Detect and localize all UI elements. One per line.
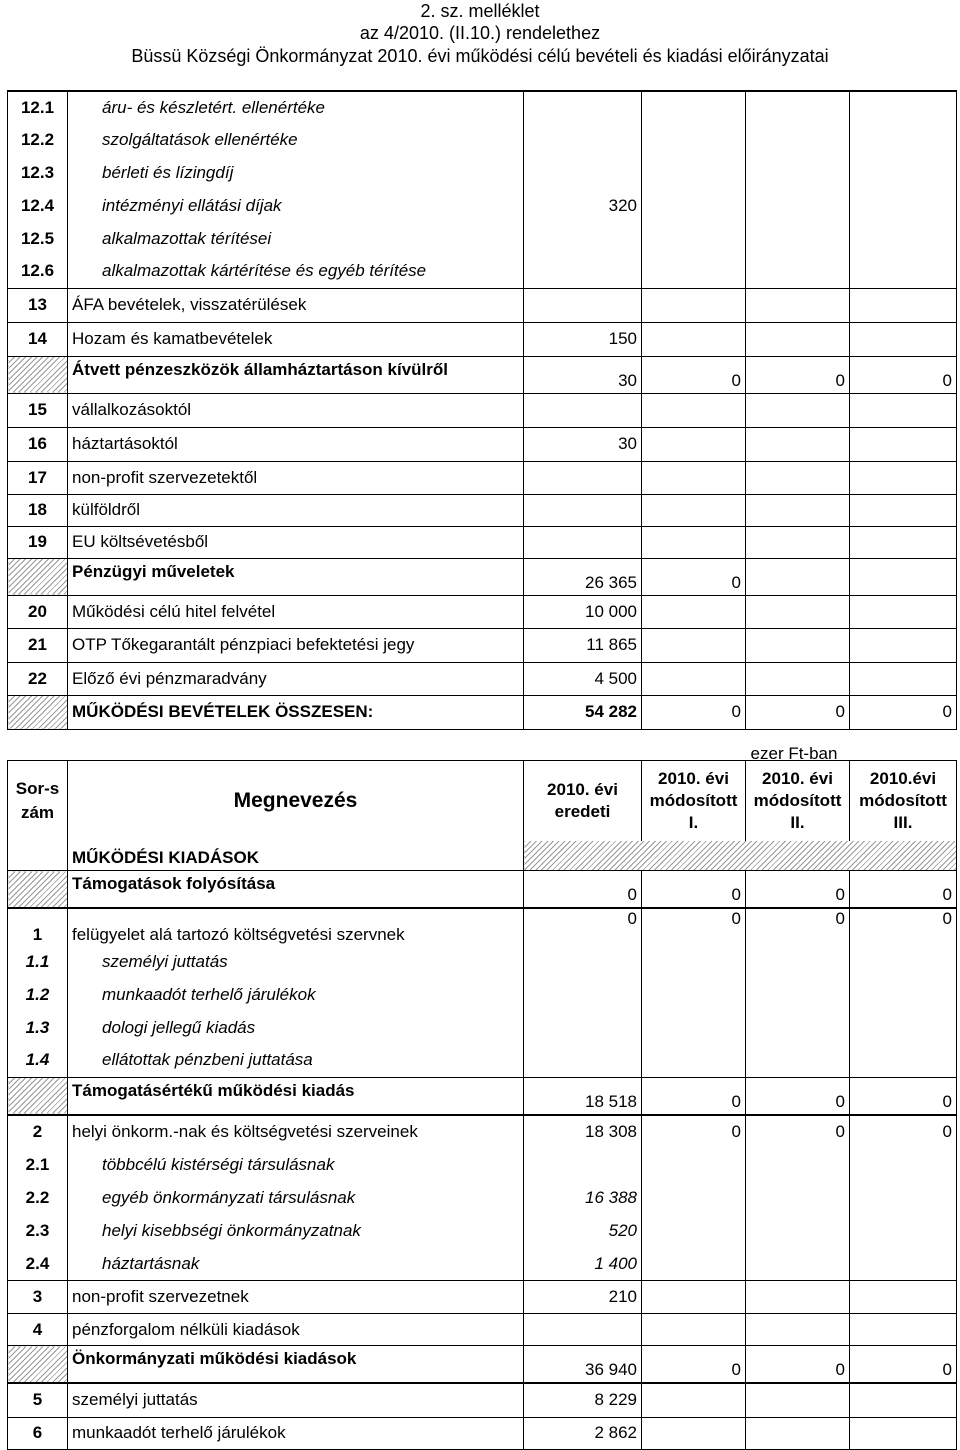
value-mod1: 0: [642, 908, 746, 945]
value-original: [524, 288, 642, 322]
section-row: [8, 1077, 957, 1115]
value-mod1: [642, 156, 746, 189]
value-original: 54 282: [524, 695, 642, 729]
row-label: többcélú kistérségi társulásnak: [68, 1149, 524, 1182]
value-mod1: [642, 1011, 746, 1044]
row-label: pénzforgalom nélküli kiadások: [68, 1314, 524, 1346]
value-mod3: [850, 1044, 957, 1077]
row-number: [8, 695, 68, 729]
value-mod1: [642, 1248, 746, 1281]
row-number: 6: [8, 1417, 68, 1449]
value-original: [524, 222, 642, 255]
value-mod1: [642, 494, 746, 526]
value-mod1: [642, 427, 746, 461]
row-number: 20: [8, 595, 68, 628]
row-label: OTP Tőkegarantált pénzpiaci befektetési jegy: [68, 628, 524, 662]
table-row: [8, 255, 957, 288]
value-mod1: [642, 945, 746, 978]
value-original: 18 308: [524, 1115, 642, 1149]
table-row: [8, 156, 957, 189]
value-mod1: [642, 393, 746, 427]
row-number: 2.1: [8, 1149, 68, 1182]
value-original: 36 940: [524, 1346, 642, 1384]
value-original: 26 365: [524, 558, 642, 595]
value-mod1: [642, 222, 746, 255]
row-label: ellátottak pénzbeni juttatása: [68, 1044, 524, 1077]
row-label: dologi jellegű kiadás: [68, 1011, 524, 1044]
row-label: személyi juttatás: [68, 1383, 524, 1417]
value-mod2: [746, 255, 850, 288]
value-mod3: [850, 156, 957, 189]
row-number: 2: [8, 1115, 68, 1149]
value-mod3: 0: [850, 1115, 957, 1149]
table-row: [8, 1011, 957, 1044]
value-original: 2 862: [524, 1417, 642, 1449]
row-label: non-profit szervezetektől: [68, 461, 524, 494]
decree-reference: az 4/2010. (II.10.) rendelethez: [359, 23, 601, 43]
total-row: [8, 695, 957, 729]
value-original: 210: [524, 1281, 642, 1314]
row-number: 12.4: [8, 189, 68, 222]
row-label: háztartásnak: [68, 1248, 524, 1281]
value-mod3: [850, 494, 957, 526]
column-header-number-text: Sor-szám: [15, 778, 60, 822]
row-number: 1.1: [8, 945, 68, 978]
table-row: [8, 1115, 957, 1149]
section-label: Átvett pénzeszközök államháztartáson kívülről: [68, 356, 524, 393]
row-label: személyi juttatás: [68, 945, 524, 978]
document-title: Büssü Községi Önkormányzat 2010. évi működési célú bevételi és kiadási előirányzatai: [131, 46, 829, 66]
value-original: [524, 1011, 642, 1044]
value-mod1: [642, 1182, 746, 1215]
value-mod2: 0: [746, 1346, 850, 1384]
section-row: [8, 356, 957, 393]
value-mod1: [642, 628, 746, 662]
row-number: 2.2: [8, 1182, 68, 1215]
value-mod1: 0: [642, 1346, 746, 1384]
row-label: alkalmazottak kártérítése és egyéb térítése: [68, 255, 524, 288]
table-row: [8, 393, 957, 427]
value-mod2: [746, 1314, 850, 1346]
value-original: 11 865: [524, 628, 642, 662]
value-mod2: [746, 558, 850, 595]
column-header-original: 2010. évi eredeti: [524, 761, 642, 841]
value-mod2: [746, 662, 850, 695]
row-number: 1.3: [8, 1011, 68, 1044]
row-number: [8, 1346, 68, 1384]
value-original: 1 400: [524, 1248, 642, 1281]
table-row: [8, 494, 957, 526]
row-label: Működési célú hitel felvétel: [68, 595, 524, 628]
value-mod3: [850, 558, 957, 595]
value-original: [524, 91, 642, 123]
value-mod2: 0: [746, 356, 850, 393]
value-original: 30: [524, 356, 642, 393]
value-mod2: [746, 1149, 850, 1182]
row-number: 19: [8, 526, 68, 558]
row-number: 21: [8, 628, 68, 662]
row-number: [8, 871, 68, 909]
value-mod2: [746, 123, 850, 156]
value-original: 320: [524, 189, 642, 222]
value-mod1: 0: [642, 695, 746, 729]
section-label: Pénzügyi műveletek: [68, 558, 524, 595]
row-number: 2.4: [8, 1248, 68, 1281]
value-mod1: [642, 1314, 746, 1346]
row-label: külföldről: [68, 494, 524, 526]
value-mod1: [642, 1044, 746, 1077]
value-mod2: 0: [746, 871, 850, 909]
value-mod2: [746, 189, 850, 222]
value-mod3: [850, 255, 957, 288]
value-original: 18 518: [524, 1077, 642, 1115]
value-original: [524, 978, 642, 1011]
row-number: 12.5: [8, 222, 68, 255]
row-number: 12.1: [8, 91, 68, 123]
value-mod3: 0: [850, 1346, 957, 1384]
value-mod3: [850, 628, 957, 662]
value-mod1: [642, 526, 746, 558]
section-row: [8, 1346, 957, 1384]
row-label: vállalkozásoktól: [68, 393, 524, 427]
table-row: [8, 222, 957, 255]
column-header-mod2: 2010. évi módosított II.: [746, 761, 850, 841]
value-original: [524, 123, 642, 156]
value-mod3: [850, 427, 957, 461]
value-mod3: [850, 1281, 957, 1314]
value-mod1: [642, 1281, 746, 1314]
value-mod3: [850, 1182, 957, 1215]
value-mod1: [642, 1149, 746, 1182]
value-mod1: [642, 322, 746, 356]
column-header-number: [8, 761, 68, 841]
column-header-mod1: 2010. évi módosított I.: [642, 761, 746, 841]
value-mod1: [642, 288, 746, 322]
section-title: MŰKÖDÉSI KIADÁSOK: [68, 841, 524, 871]
row-number: 22: [8, 662, 68, 695]
value-original: [524, 494, 642, 526]
value-mod1: [642, 978, 746, 1011]
table-row: [8, 322, 957, 356]
column-header-mod3: 2010.évi módosított III.: [850, 761, 957, 841]
value-mod3: 0: [850, 908, 957, 945]
value-mod2: [746, 526, 850, 558]
table-row: [8, 662, 957, 695]
column-header-name: Megnevezés: [68, 761, 524, 841]
row-label: intézményi ellátási díjak: [68, 189, 524, 222]
row-number: 15: [8, 393, 68, 427]
table-row: [8, 1417, 957, 1449]
table-row: [8, 123, 957, 156]
value-original: [524, 1149, 642, 1182]
table-row: [8, 945, 957, 978]
value-original: 150: [524, 322, 642, 356]
row-label: helyi önkorm.-nak és költségvetési szerveinek: [68, 1115, 524, 1149]
value-mod3: 0: [850, 356, 957, 393]
value-mod2: [746, 1248, 850, 1281]
expense-table: [7, 760, 957, 1450]
row-label: non-profit szervezetnek: [68, 1281, 524, 1314]
value-mod3: [850, 526, 957, 558]
value-mod2: [746, 978, 850, 1011]
value-mod3: [850, 1149, 957, 1182]
value-mod3: 0: [850, 1077, 957, 1115]
value-mod3: [850, 1314, 957, 1346]
value-original: [524, 526, 642, 558]
value-mod3: [850, 288, 957, 322]
value-mod3: [850, 189, 957, 222]
value-original: [524, 255, 642, 288]
value-mod1: 0: [642, 871, 746, 909]
row-label: bérleti és lízingdíj: [68, 156, 524, 189]
value-original: 4 500: [524, 662, 642, 695]
table-row: [8, 978, 957, 1011]
value-original: [524, 393, 642, 427]
value-original: [524, 1314, 642, 1346]
table-row: [8, 1215, 957, 1248]
value-mod1: [642, 91, 746, 123]
value-original: 30: [524, 427, 642, 461]
total-label: MŰKÖDÉSI BEVÉTELEK ÖSSZESEN:: [68, 695, 524, 729]
value-original: 10 000: [524, 595, 642, 628]
value-mod3: [850, 1011, 957, 1044]
value-mod3: [850, 595, 957, 628]
row-label: helyi kisebbségi önkormányzatnak: [68, 1215, 524, 1248]
row-number: 4: [8, 1314, 68, 1346]
value-mod1: 0: [642, 356, 746, 393]
value-mod1: [642, 461, 746, 494]
row-number: 13: [8, 288, 68, 322]
value-mod2: [746, 393, 850, 427]
section-title-row: [8, 841, 957, 871]
row-number: 1.4: [8, 1044, 68, 1077]
table-row: [8, 427, 957, 461]
value-mod3: [850, 945, 957, 978]
row-label: áru- és készletért. ellenértéke: [68, 91, 524, 123]
row-label: felügyelet alá tartozó költségvetési szervnek: [68, 908, 524, 945]
value-mod2: [746, 156, 850, 189]
row-number: 12.6: [8, 255, 68, 288]
row-label: Előző évi pénzmaradvány: [68, 662, 524, 695]
value-mod2: [746, 322, 850, 356]
value-mod2: 0: [746, 908, 850, 945]
value-original: 16 388: [524, 1182, 642, 1215]
value-mod3: [850, 222, 957, 255]
table-row: [8, 461, 957, 494]
section-title-values-cell: [524, 841, 957, 871]
unit-label: ezer Ft-ban: [750, 744, 838, 763]
value-mod3: [850, 662, 957, 695]
value-mod2: [746, 595, 850, 628]
value-mod3: [850, 1417, 957, 1449]
row-number: 12.3: [8, 156, 68, 189]
section-row: [8, 871, 957, 909]
section-row: [8, 558, 957, 595]
row-label: munkaadót terhelő járulékok: [68, 1417, 524, 1449]
row-label: alkalmazottak térítései: [68, 222, 524, 255]
value-mod2: [746, 945, 850, 978]
value-original: 0: [524, 871, 642, 909]
value-mod2: [746, 1044, 850, 1077]
value-mod3: [850, 978, 957, 1011]
value-mod3: [850, 1215, 957, 1248]
row-label: munkaadót terhelő járulékok: [68, 978, 524, 1011]
row-number: [8, 356, 68, 393]
row-number: 2.3: [8, 1215, 68, 1248]
value-mod2: [746, 461, 850, 494]
value-mod2: [746, 427, 850, 461]
value-mod2: [746, 1383, 850, 1417]
table-row: [8, 908, 957, 945]
value-mod2: 0: [746, 1077, 850, 1115]
row-label: Hozam és kamatbevételek: [68, 322, 524, 356]
table-row: [8, 1044, 957, 1077]
value-mod2: [746, 1281, 850, 1314]
value-mod3: [850, 1248, 957, 1281]
table-row: [8, 628, 957, 662]
section-label: Támogatásértékű működési kiadás: [68, 1077, 524, 1115]
value-original: 8 229: [524, 1383, 642, 1417]
value-mod2: 0: [746, 695, 850, 729]
table-row: [8, 1182, 957, 1215]
row-number: 12.2: [8, 123, 68, 156]
row-number: [8, 1077, 68, 1115]
row-label: szolgáltatások ellenértéke: [68, 123, 524, 156]
value-mod3: 0: [850, 871, 957, 909]
value-original: 0: [524, 908, 642, 945]
value-mod2: [746, 1182, 850, 1215]
row-number: 1: [8, 908, 68, 945]
value-mod2: [746, 288, 850, 322]
table-row: [8, 526, 957, 558]
value-mod1: 0: [642, 1077, 746, 1115]
value-mod2: [746, 494, 850, 526]
row-label: egyéb önkormányzati társulásnak: [68, 1182, 524, 1215]
value-mod3: [850, 1383, 957, 1417]
value-mod1: [642, 123, 746, 156]
value-original: [524, 1044, 642, 1077]
value-mod3: [850, 461, 957, 494]
value-original: [524, 945, 642, 978]
value-mod1: [642, 595, 746, 628]
value-mod1: [642, 255, 746, 288]
row-number: 17: [8, 461, 68, 494]
value-mod1: [642, 1383, 746, 1417]
row-number: 1.2: [8, 978, 68, 1011]
value-original: 520: [524, 1215, 642, 1248]
row-number: 3: [8, 1281, 68, 1314]
value-mod3: 0: [850, 695, 957, 729]
value-original: [524, 461, 642, 494]
value-mod1: [642, 1215, 746, 1248]
table-row: [8, 288, 957, 322]
row-label: EU költsévetésből: [68, 526, 524, 558]
row-label: háztartásoktól: [68, 427, 524, 461]
value-mod1: 0: [642, 1115, 746, 1149]
value-mod2: [746, 1215, 850, 1248]
value-mod1: 0: [642, 558, 746, 595]
revenue-table: [7, 90, 957, 730]
value-mod2: [746, 222, 850, 255]
table-row: [8, 1149, 957, 1182]
value-mod3: [850, 123, 957, 156]
section-title-number-cell: [8, 841, 68, 871]
table-row: [8, 91, 957, 123]
row-number: [8, 558, 68, 595]
value-original: [524, 156, 642, 189]
table-row: [8, 1248, 957, 1281]
annex-number: 2. sz. melléklet: [420, 1, 540, 21]
value-mod2: [746, 91, 850, 123]
table-row: [8, 1281, 957, 1314]
value-mod3: [850, 322, 957, 356]
value-mod2: [746, 628, 850, 662]
value-mod1: [642, 189, 746, 222]
value-mod2: [746, 1417, 850, 1449]
table-row: [8, 1383, 957, 1417]
row-number: 5: [8, 1383, 68, 1417]
value-mod2: 0: [746, 1115, 850, 1149]
value-mod2: [746, 1011, 850, 1044]
table-header-row: [8, 761, 957, 841]
row-number: 16: [8, 427, 68, 461]
value-mod1: [642, 1417, 746, 1449]
row-number: 18: [8, 494, 68, 526]
value-mod3: [850, 393, 957, 427]
table-row: [8, 189, 957, 222]
value-mod3: [850, 91, 957, 123]
section-label: Önkormányzati működési kiadások: [68, 1346, 524, 1384]
row-number: 14: [8, 322, 68, 356]
row-label: ÁFA bevételek, visszatérülések: [68, 288, 524, 322]
section-label: Támogatások folyósítása: [68, 871, 524, 909]
value-mod1: [642, 662, 746, 695]
table-row: [8, 595, 957, 628]
table-row: [8, 1314, 957, 1346]
